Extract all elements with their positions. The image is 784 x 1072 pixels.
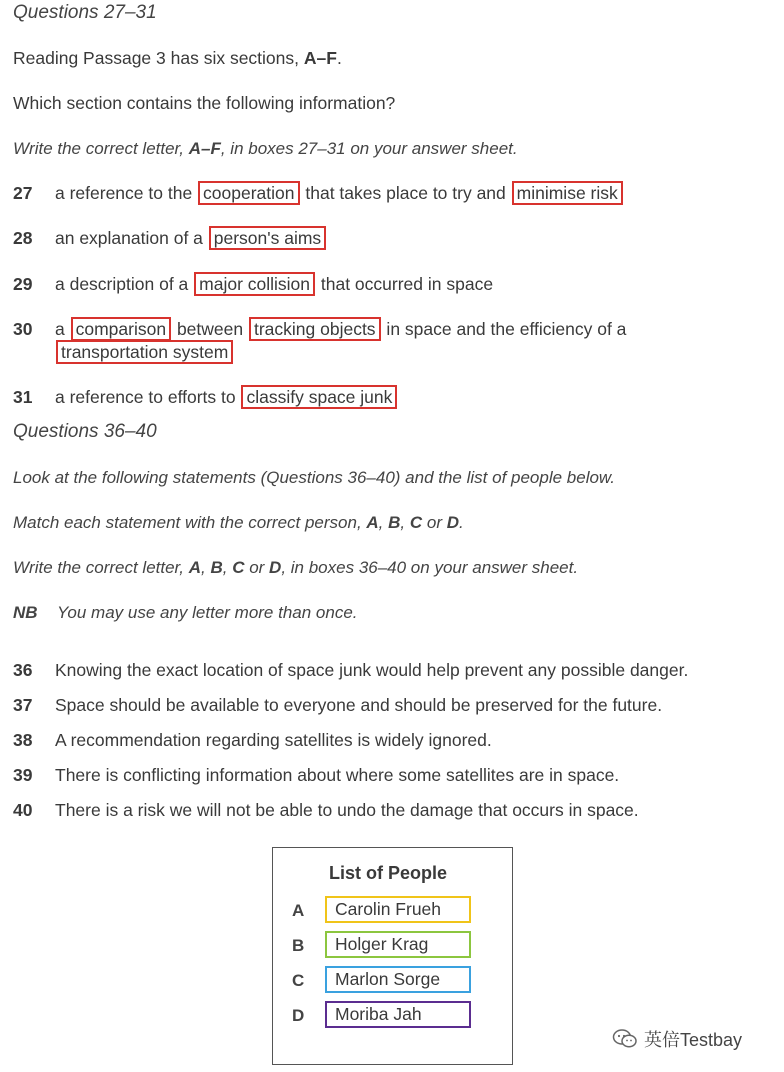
question-text: a reference to efforts to: [55, 387, 241, 407]
statement-text: Knowing the exact location of space junk would help prevent any possible danger.: [55, 660, 689, 680]
highlighted-keyword: comparison: [71, 317, 171, 341]
instruction-bold: A–F: [188, 139, 221, 158]
instruction-bold: C: [232, 558, 245, 577]
instruction-text: Write the correct letter,: [13, 558, 189, 577]
question-number: 29: [13, 274, 33, 294]
instruction-bold: B: [210, 558, 223, 577]
question-30: [55, 319, 626, 340]
instruction-text: or: [422, 513, 447, 532]
instruction-bold: B: [388, 513, 401, 532]
question-text: that takes place to try and: [300, 183, 511, 203]
statement-text: There is a risk we will not be able to undo the damage that occurs in space.: [55, 800, 639, 820]
statement-number: 36: [13, 660, 33, 680]
person-name: Holger Krag: [325, 931, 471, 958]
instruction-text: ,: [400, 513, 410, 532]
person-name: Marlon Sorge: [325, 966, 471, 993]
question-text: in space and the efficiency of a: [381, 319, 627, 339]
person-letter: B: [292, 936, 305, 955]
person-letter: A: [292, 901, 305, 920]
instruction-text: ,: [201, 558, 211, 577]
nb-note: [13, 603, 358, 623]
instruction-text: Write the correct letter,: [13, 139, 189, 158]
question-28: [55, 228, 327, 249]
highlighted-keyword: tracking objects: [249, 317, 381, 341]
question-30-continued: [55, 342, 234, 363]
question-number: 27: [13, 183, 33, 203]
wechat-icon: [612, 1028, 638, 1055]
instruction-text: Match each statement with the correct person,: [13, 513, 367, 532]
person-letter: C: [292, 971, 305, 990]
question-text: between: [172, 319, 248, 339]
section1-intro: [13, 48, 342, 69]
question-31: [55, 387, 398, 408]
nb-text: You may use any letter more than once.: [57, 603, 358, 622]
question-27: [55, 183, 624, 204]
statement-number: 39: [13, 765, 33, 785]
highlighted-keyword: major collision: [194, 272, 315, 296]
question-text: a reference to the: [55, 183, 198, 203]
section2-instruction-3: [13, 558, 578, 578]
instruction-bold: D: [269, 558, 282, 577]
section1-heading: Questions 27–31: [13, 2, 157, 23]
question-text: an explanation of a: [55, 228, 208, 248]
intro-text: Reading Passage 3 has six sections,: [13, 48, 304, 68]
highlighted-keyword: minimise risk: [512, 181, 623, 205]
question-29: [55, 274, 493, 295]
statement-text: Space should be available to everyone and should be preserved for the future.: [55, 695, 663, 715]
highlighted-keyword: person's aims: [209, 226, 326, 250]
watermark: [612, 1026, 742, 1055]
section1-instruction: [13, 139, 518, 159]
nb-label: NB: [13, 603, 38, 622]
instruction-end: , in boxes 27–31 on your answer sheet.: [220, 139, 518, 158]
instruction-bold: A: [188, 558, 202, 577]
question-text: a description of a: [55, 274, 194, 294]
question-number: 31: [13, 387, 33, 407]
instruction-bold: A: [366, 513, 379, 532]
intro-end: .: [336, 48, 342, 68]
question-number: 30: [13, 319, 33, 339]
instruction-text: ,: [378, 513, 389, 532]
person-letter: D: [292, 1006, 305, 1025]
section2-instruction-2: [13, 513, 464, 533]
list-of-people-title: List of People: [329, 863, 448, 883]
question-text: that occurred in space: [316, 274, 494, 294]
instruction-bold: D: [446, 513, 459, 532]
list-of-people-box: [272, 847, 513, 1065]
statement-number: 37: [13, 695, 33, 715]
intro-bold: A–F: [303, 48, 337, 68]
section1-question: Which section contains the following information?: [13, 93, 396, 113]
person-name: Carolin Frueh: [325, 896, 471, 923]
instruction-text: or: [244, 558, 270, 577]
instruction-text: .: [458, 513, 464, 532]
highlighted-keyword: transportation system: [56, 340, 233, 364]
section2-instruction-1: Look at the following statements (Questions 36–40) and the list of people below.: [13, 468, 615, 487]
person-name: Moriba Jah: [325, 1001, 471, 1028]
statement-number: 40: [13, 800, 33, 820]
highlighted-keyword: cooperation: [198, 181, 299, 205]
section2-heading: Questions 36–40: [13, 421, 157, 442]
statement-number: 38: [13, 730, 33, 750]
highlighted-keyword: classify space junk: [241, 385, 397, 409]
statement-text: There is conflicting information about where some satellites are in space.: [55, 765, 620, 785]
watermark-text: 英倍Testbay: [644, 1030, 743, 1050]
instruction-text: ,: [222, 558, 233, 577]
question-number: 28: [13, 228, 33, 248]
instruction-bold: C: [409, 513, 423, 532]
question-text: a: [55, 319, 70, 339]
statement-text: A recommendation regarding satellites is widely ignored.: [55, 730, 492, 750]
instruction-text: , in boxes 36–40 on your answer sheet.: [281, 558, 579, 577]
